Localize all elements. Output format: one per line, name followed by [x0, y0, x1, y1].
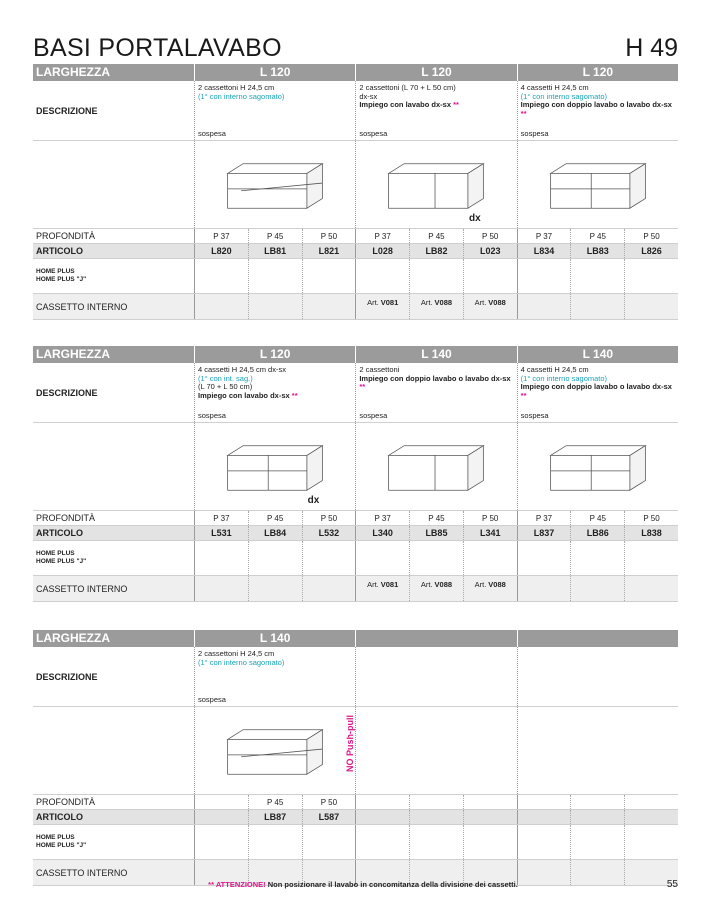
article-code: LB86	[570, 526, 624, 540]
home-plus-cell	[463, 825, 517, 859]
article-code: LB83	[570, 244, 624, 258]
image-row	[33, 141, 678, 229]
inner-drawer-code: V081	[380, 580, 399, 589]
profondita-label: PROFONDITÀ	[36, 231, 96, 241]
width-header: L 120	[194, 64, 355, 81]
width-header	[517, 630, 678, 647]
home-plus-cell	[248, 259, 302, 293]
desc-usage: Impiego con lavabo dx-sx	[359, 100, 452, 109]
cabinet-drawing	[221, 722, 329, 780]
depth-value: P 45	[248, 511, 302, 525]
article-code: L837	[517, 526, 571, 540]
article-code: L838	[624, 526, 678, 540]
home-plus-cell	[624, 825, 678, 859]
cabinet-drawing	[382, 438, 490, 496]
article-code: L028	[355, 244, 409, 258]
description-row	[33, 81, 678, 141]
desc-usage: Impiego con doppio lavabo o lavabo dx-sx	[520, 382, 672, 391]
home-plus-cell	[624, 259, 678, 293]
profondita-label: PROFONDITÀ	[36, 797, 96, 807]
inner-drawer-code: V081	[380, 298, 399, 307]
description-row	[33, 647, 678, 707]
image-cell	[355, 707, 516, 794]
desc-note: (1° con int. sag.)	[198, 373, 253, 383]
article-code: LB81	[248, 244, 302, 258]
inner-drawer-cell	[248, 294, 302, 319]
image-cell	[194, 423, 355, 510]
width-header: L 120	[517, 64, 678, 81]
cassetto-label: CASSETTO INTERNO	[36, 301, 128, 312]
desc-line: 2 cassettoni (L 70 + L 50 cm)	[359, 83, 456, 92]
article-code: L834	[517, 244, 571, 258]
inner-drawer-code: V088	[488, 580, 506, 589]
width-header: L 140	[355, 346, 516, 363]
depth-value: P 45	[248, 795, 302, 809]
desc-note: (1° con interno sagomato)	[520, 91, 608, 101]
home-plus-cell	[248, 541, 302, 575]
width-header: L 140	[194, 630, 355, 647]
description-row	[33, 363, 678, 423]
inner-drawer-cell	[624, 294, 678, 319]
home-plus-cell	[302, 541, 356, 575]
sospesa-label: sospesa	[359, 410, 388, 420]
width-header	[355, 630, 516, 647]
home-plus-cell	[463, 259, 517, 293]
depth-value: P 50	[302, 229, 356, 243]
product-table	[33, 346, 678, 602]
home-plus-row	[33, 825, 678, 860]
cassetto-label: CASSETTO INTERNO	[36, 867, 128, 878]
art-prefix: Art.	[474, 298, 487, 307]
description-cell	[355, 81, 516, 140]
desc-note: (1° con interno sagomato)	[520, 373, 608, 383]
image-cell	[517, 141, 678, 228]
attention-mark: **	[359, 382, 366, 391]
article-code: LB87	[248, 810, 302, 824]
depth-value: P 37	[517, 511, 571, 525]
home-plus-j-label: HOME PLUS "J"	[36, 558, 87, 565]
home-plus-row	[33, 259, 678, 294]
home-plus-cell	[409, 825, 463, 859]
article-code	[624, 810, 678, 824]
home-plus-cell	[302, 259, 356, 293]
sospesa-label: sospesa	[520, 128, 549, 138]
desc-usage: Impiego con doppio lavabo o lavabo dx-sx	[359, 373, 511, 383]
inner-drawer-cell	[355, 294, 409, 319]
depth-value: P 37	[355, 511, 409, 525]
article-code: LB85	[409, 526, 463, 540]
inner-drawer-cell	[355, 576, 409, 601]
desc-note: (1° con interno sagomato)	[198, 657, 285, 667]
footer-mark: **	[208, 880, 214, 889]
inner-drawer-cell	[194, 294, 248, 319]
art-prefix: Art.	[420, 580, 433, 589]
article-code	[517, 810, 571, 824]
articolo-label: ARTICOLO	[36, 812, 83, 822]
home-plus-cell	[248, 825, 302, 859]
depth-value: P 45	[570, 229, 624, 243]
desc-usage: Impiego con doppio lavabo o lavabo dx-sx	[520, 100, 672, 109]
art-prefix: Art.	[420, 298, 433, 307]
inner-drawer-cell	[570, 294, 624, 319]
depth-value	[624, 795, 678, 809]
inner-drawer-code: V088	[488, 298, 506, 307]
sospesa-label: sospesa	[198, 410, 226, 420]
dx-label: dx	[307, 495, 320, 506]
sospesa-label: sospesa	[520, 410, 549, 420]
image-cell	[194, 707, 355, 794]
image-cell	[194, 141, 355, 228]
no-push-pull-label: NO Push-pull	[345, 715, 355, 772]
cabinet-drawing	[221, 156, 329, 214]
description-cell	[194, 81, 355, 140]
depth-value	[463, 795, 517, 809]
article-code: L532	[302, 526, 356, 540]
article-code: L826	[624, 244, 678, 258]
larghezza-label: LARGHEZZA	[36, 347, 110, 361]
larghezza-label: LARGHEZZA	[36, 631, 110, 645]
art-prefix: Art.	[367, 298, 379, 307]
profondita-label: PROFONDITÀ	[36, 513, 96, 523]
home-plus-cell	[409, 259, 463, 293]
depth-value: P 45	[248, 229, 302, 243]
home-plus-cell	[194, 259, 248, 293]
depth-value: P 50	[463, 229, 517, 243]
article-code: L023	[463, 244, 517, 258]
home-plus-j-label: HOME PLUS "J"	[36, 842, 87, 849]
inner-drawer-code: V088	[434, 298, 453, 307]
article-code	[409, 810, 463, 824]
art-prefix: Art.	[367, 580, 379, 589]
article-code	[463, 810, 517, 824]
depth-value: P 37	[355, 229, 409, 243]
image-row	[33, 707, 678, 795]
sospesa-label: sospesa	[198, 128, 226, 138]
depth-value	[194, 795, 248, 809]
depth-value: P 45	[409, 511, 463, 525]
cabinet-drawing	[382, 156, 490, 214]
article-code: L531	[194, 526, 248, 540]
home-plus-label: HOME PLUS	[36, 268, 75, 275]
articolo-label: ARTICOLO	[36, 246, 83, 256]
inner-drawer-cell	[409, 294, 463, 319]
inner-drawer-cell	[517, 576, 571, 601]
article-code: L341	[463, 526, 517, 540]
depth-value	[570, 795, 624, 809]
description-cell	[517, 363, 678, 422]
inner-drawer-cell	[463, 576, 517, 601]
depth-value: P 37	[194, 229, 248, 243]
article-row	[33, 526, 678, 541]
home-plus-row	[33, 541, 678, 576]
table-header	[33, 630, 678, 647]
article-code: LB84	[248, 526, 302, 540]
article-code	[570, 810, 624, 824]
inner-drawer-cell	[570, 576, 624, 601]
image-row	[33, 423, 678, 511]
footer-note	[0, 880, 726, 889]
cassetto-label: CASSETTO INTERNO	[36, 583, 128, 594]
home-plus-j-label: HOME PLUS "J"	[36, 276, 87, 283]
desc-line: dx-sx	[359, 91, 378, 101]
page-number: 55	[666, 879, 678, 890]
sospesa-label: sospesa	[198, 694, 226, 704]
description-cell	[355, 363, 516, 422]
table-header	[33, 64, 678, 81]
home-plus-cell	[409, 541, 463, 575]
depth-row	[33, 511, 678, 526]
article-code: LB82	[409, 244, 463, 258]
inner-drawer-cell	[248, 576, 302, 601]
descrizione-label: DESCRIZIONE	[36, 387, 98, 398]
product-table	[33, 630, 678, 886]
image-cell	[517, 707, 678, 794]
width-header: L 140	[517, 346, 678, 363]
inner-drawer-cell	[517, 294, 571, 319]
home-plus-cell	[517, 825, 571, 859]
desc-line: 4 cassetti H 24,5 cm	[520, 83, 589, 92]
depth-value	[517, 795, 571, 809]
home-plus-label: HOME PLUS	[36, 834, 75, 841]
desc-usage: Impiego con lavabo dx-sx	[198, 390, 290, 400]
desc-line: 2 cassettoni H 24,5 cm	[198, 649, 275, 658]
image-cell	[517, 423, 678, 510]
depth-value	[355, 795, 409, 809]
art-prefix: Art.	[474, 580, 487, 589]
page-title: BASI PORTALAVABO	[33, 34, 282, 62]
articolo-label: ARTICOLO	[36, 528, 83, 538]
depth-value: P 50	[302, 511, 356, 525]
cabinet-drawing	[544, 156, 652, 214]
description-cell	[194, 363, 355, 422]
inner-drawer-cell	[302, 576, 356, 601]
home-plus-cell	[624, 541, 678, 575]
desc-note: (1° con interno sagomato)	[198, 91, 285, 101]
attention-mark: **	[520, 390, 527, 400]
inner-drawer-cell	[624, 576, 678, 601]
home-plus-cell	[194, 825, 248, 859]
depth-value: P 50	[302, 795, 356, 809]
article-code: L587	[302, 810, 356, 824]
image-cell	[355, 423, 516, 510]
table-header	[33, 346, 678, 363]
footer-text: Non posizionare il lavabo in concomitanza della divisione dei cassetti.	[265, 880, 518, 889]
article-code: L820	[194, 244, 248, 258]
desc-line: 2 cassettoni	[359, 365, 400, 374]
larghezza-label: LARGHEZZA	[36, 65, 110, 79]
inner-drawer-cell	[302, 294, 356, 319]
home-plus-cell	[302, 825, 356, 859]
home-plus-cell	[355, 259, 409, 293]
home-plus-cell	[355, 825, 409, 859]
inner-drawer-code: V088	[434, 580, 453, 589]
depth-value: P 37	[194, 511, 248, 525]
attention-mark: **	[453, 100, 459, 109]
page-code: H 49	[625, 34, 678, 62]
home-plus-cell	[517, 541, 571, 575]
article-code	[355, 810, 409, 824]
depth-value: P 45	[570, 511, 624, 525]
home-plus-cell	[194, 541, 248, 575]
depth-value: P 50	[624, 229, 678, 243]
attention-mark: **	[520, 108, 527, 118]
home-plus-cell	[570, 259, 624, 293]
desc-line: 4 cassetti H 24,5 cm dx-sx	[198, 365, 286, 374]
description-cell	[517, 647, 678, 706]
descrizione-label: DESCRIZIONE	[36, 671, 98, 682]
inner-drawer-row	[33, 294, 678, 320]
dx-label: dx	[468, 213, 481, 224]
article-code	[194, 810, 248, 824]
home-plus-label: HOME PLUS	[36, 550, 75, 557]
article-row	[33, 244, 678, 259]
desc-line: 4 cassetti H 24,5 cm	[520, 365, 589, 374]
depth-value: P 50	[624, 511, 678, 525]
description-cell	[194, 647, 355, 706]
cabinet-drawing	[221, 438, 329, 496]
article-row	[33, 810, 678, 825]
footer-attention: ATTENZIONE!	[215, 880, 266, 889]
depth-value	[409, 795, 463, 809]
desc-line: 2 cassettoni H 24,5 cm	[198, 83, 275, 92]
depth-row	[33, 795, 678, 810]
sospesa-label: sospesa	[359, 128, 388, 138]
depth-value: P 37	[517, 229, 571, 243]
image-cell	[355, 141, 516, 228]
desc-line: (L 70 + L 50 cm)	[198, 382, 253, 391]
description-cell	[355, 647, 516, 706]
inner-drawer-cell	[409, 576, 463, 601]
width-header: L 120	[355, 64, 516, 81]
depth-value: P 50	[463, 511, 517, 525]
home-plus-cell	[517, 259, 571, 293]
product-table	[33, 64, 678, 320]
depth-row	[33, 229, 678, 244]
cabinet-drawing	[544, 438, 652, 496]
inner-drawer-cell	[194, 576, 248, 601]
inner-drawer-row	[33, 576, 678, 602]
article-code: L821	[302, 244, 356, 258]
description-cell	[517, 81, 678, 140]
article-code: L340	[355, 526, 409, 540]
inner-drawer-cell	[463, 294, 517, 319]
width-header: L 120	[194, 346, 355, 363]
descrizione-label: DESCRIZIONE	[36, 105, 98, 116]
depth-value: P 45	[409, 229, 463, 243]
home-plus-cell	[570, 825, 624, 859]
home-plus-cell	[570, 541, 624, 575]
home-plus-cell	[463, 541, 517, 575]
home-plus-cell	[355, 541, 409, 575]
attention-mark: **	[291, 390, 298, 400]
